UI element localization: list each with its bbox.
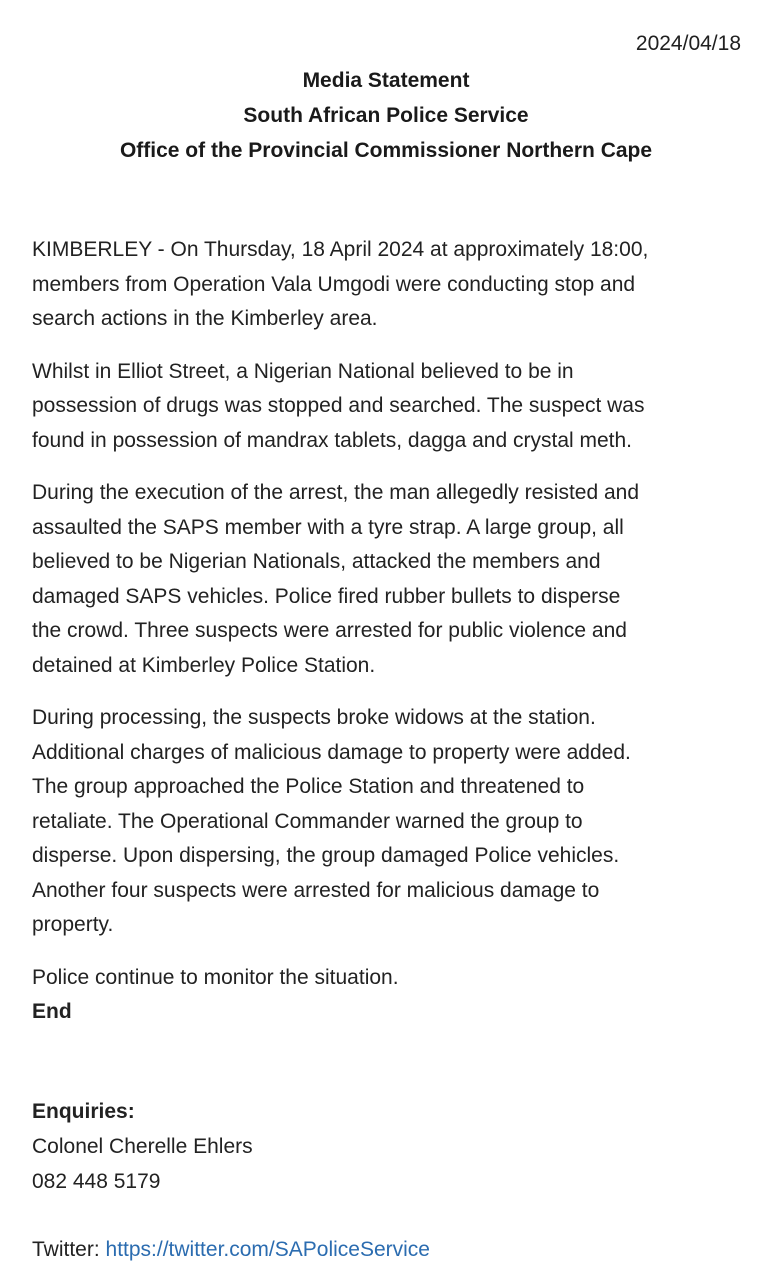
- twitter-link[interactable]: https://twitter.com/SAPoliceService: [105, 1238, 430, 1261]
- statement-body: [32, 233, 752, 1030]
- statement-date: 2024/04/18: [635, 32, 741, 55]
- header-title: Media Statement: [302, 69, 470, 92]
- paragraph-2: Whilst in Elliot Street, a Nigerian National believed to be in possession of drugs was stopped and searched. The suspect was found in possession of mandrax tablets, dagga and crystal meth.: [32, 359, 645, 452]
- header-organisation: South African Police Service: [243, 104, 529, 127]
- statement-header: [0, 63, 772, 168]
- end-marker: End: [32, 1000, 72, 1023]
- closing-line: Police continue to monitor the situation.: [32, 965, 399, 989]
- social-links: [32, 1232, 430, 1267]
- enquiries-phone: 082 448 5179: [32, 1170, 161, 1193]
- paragraph-3: During the execution of the arrest, the man allegedly resisted and assaulted the SAPS member with a tyre strap. A large group, all believed to be Nigerian Nationals, attacked the members and damaged SAPS vehicles. Police fired rubber bullets to disperse the crowd. Three suspects were arrested for public violence and detained at Kimberley Police Station.: [32, 481, 640, 677]
- paragraph-1: KIMBERLEY - On Thursday, 18 April 2024 at approximately 18:00, members from Operation Vala Umgodi were conducting stop and search actions in the Kimberley area.: [32, 238, 649, 330]
- enquiries-label: Enquiries:: [32, 1100, 135, 1123]
- twitter-label: Twitter:: [32, 1238, 100, 1261]
- paragraph-4: During processing, the suspects broke widows at the station. Additional charges of malicious damage to property were added. The group approached the Police Station and threatened to retaliate. The Operational Commander warned the group to disperse. Upon dispersing, the group damaged Police vehicles. Another four suspects were arrested for malicious damage to property.: [32, 706, 631, 936]
- enquiries-block: [32, 1094, 253, 1199]
- header-office: Office of the Provincial Commissioner Northern Cape: [119, 139, 653, 162]
- enquiries-contact-name: Colonel Cherelle Ehlers: [32, 1135, 253, 1158]
